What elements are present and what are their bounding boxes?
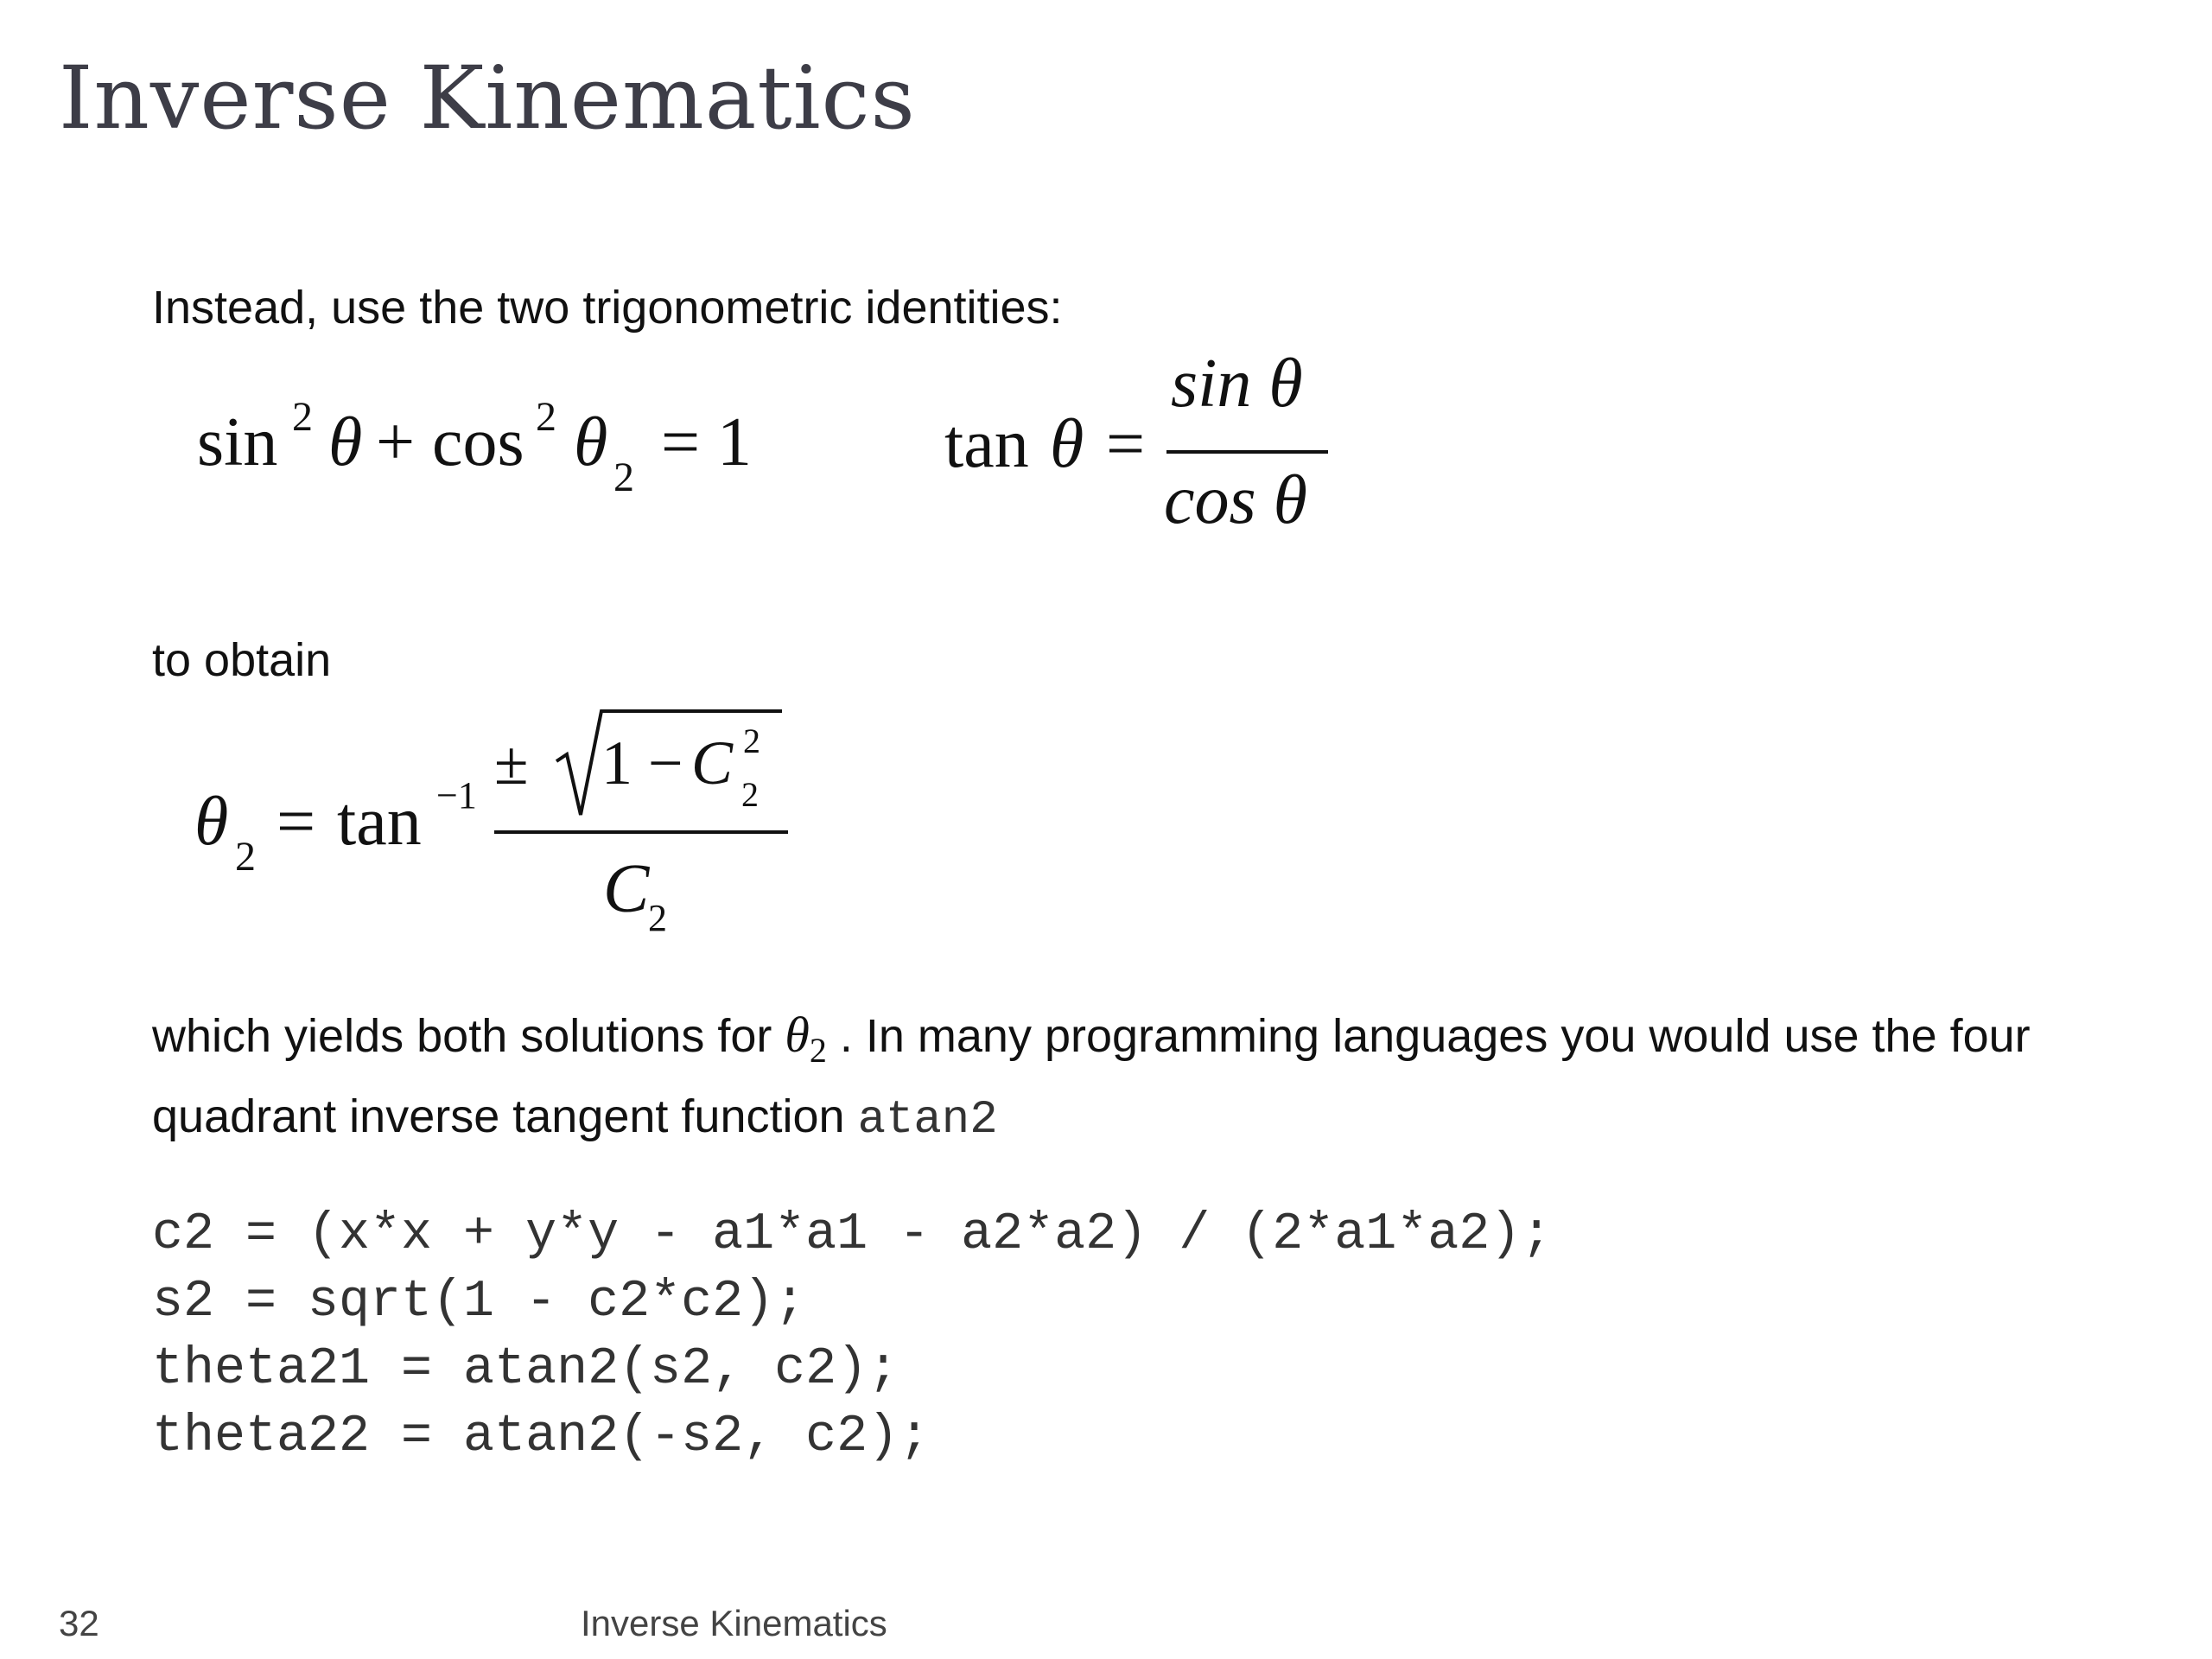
equals-symbol: = (1106, 406, 1146, 482)
identity-sin-cos-equation (190, 354, 778, 518)
theta-symbol: θ (328, 404, 363, 480)
explanation-paragraph (152, 1002, 2139, 1154)
identity-tan-equation (938, 350, 1352, 549)
plus-minus-symbol: ± (494, 728, 529, 798)
cos-symbol: cos (432, 404, 524, 480)
theta-symbol: θ (574, 404, 608, 480)
sin-symbol: sin (197, 404, 278, 480)
one-symbol: 1 (717, 404, 752, 480)
theta-symbol: θ (785, 1007, 810, 1063)
c-superscript: 2 (743, 721, 760, 760)
fraction-numerator: sin θ (1171, 350, 1303, 422)
obtain-text: to obtain (152, 634, 332, 686)
theta-inline (785, 1007, 827, 1070)
inverse-exponent: −1 (436, 774, 477, 817)
code-line: theta22 = atan2(-s2, c2); (152, 1408, 931, 1466)
intro-text: Instead, use the two trigonometric identities: (152, 282, 1063, 334)
plus-symbol: + (376, 404, 416, 480)
theta-symbol: θ (194, 784, 229, 860)
paragraph-text: . In many programming languages you would use the four quadrant inverse tangent function (152, 1010, 2031, 1142)
code-line: theta21 = atan2(s2, c2); (152, 1340, 899, 1399)
theta-subscript: 2 (235, 834, 256, 880)
c-symbol: C (691, 728, 734, 798)
theta-subscript: 2 (613, 454, 634, 500)
one-minus-text: 1 − (601, 728, 683, 798)
code-block (152, 1201, 1552, 1471)
code-line: c2 = (x*x + y*y - a1*a1 - a2*a2) / (2*a1*a2); (152, 1205, 1553, 1264)
footer-title: Inverse Kinematics (581, 1603, 887, 1643)
theta-symbol: θ (1050, 406, 1084, 482)
slide-title: Inverse Kinematics (59, 48, 916, 149)
page-number: 32 (59, 1603, 99, 1643)
equals-symbol: = (276, 784, 316, 860)
paragraph-text: which yields both solutions for (152, 1010, 785, 1062)
theta2-formula (190, 704, 812, 938)
sin-exponent: 2 (292, 394, 313, 440)
tan-symbol: tan (337, 784, 422, 860)
c-symbol: C (603, 851, 650, 927)
tan-symbol: tan (944, 406, 1029, 482)
code-line: s2 = sqrt(1 - c2*c2); (152, 1273, 806, 1332)
c-subscript: 2 (741, 775, 759, 814)
inline-code: atan2 (857, 1094, 998, 1147)
c-subscript: 2 (648, 897, 667, 938)
cos-exponent: 2 (536, 394, 556, 440)
theta-subscript: 2 (809, 1031, 827, 1070)
fraction-denominator: cos θ (1164, 462, 1307, 538)
equals-symbol: = (661, 404, 701, 480)
